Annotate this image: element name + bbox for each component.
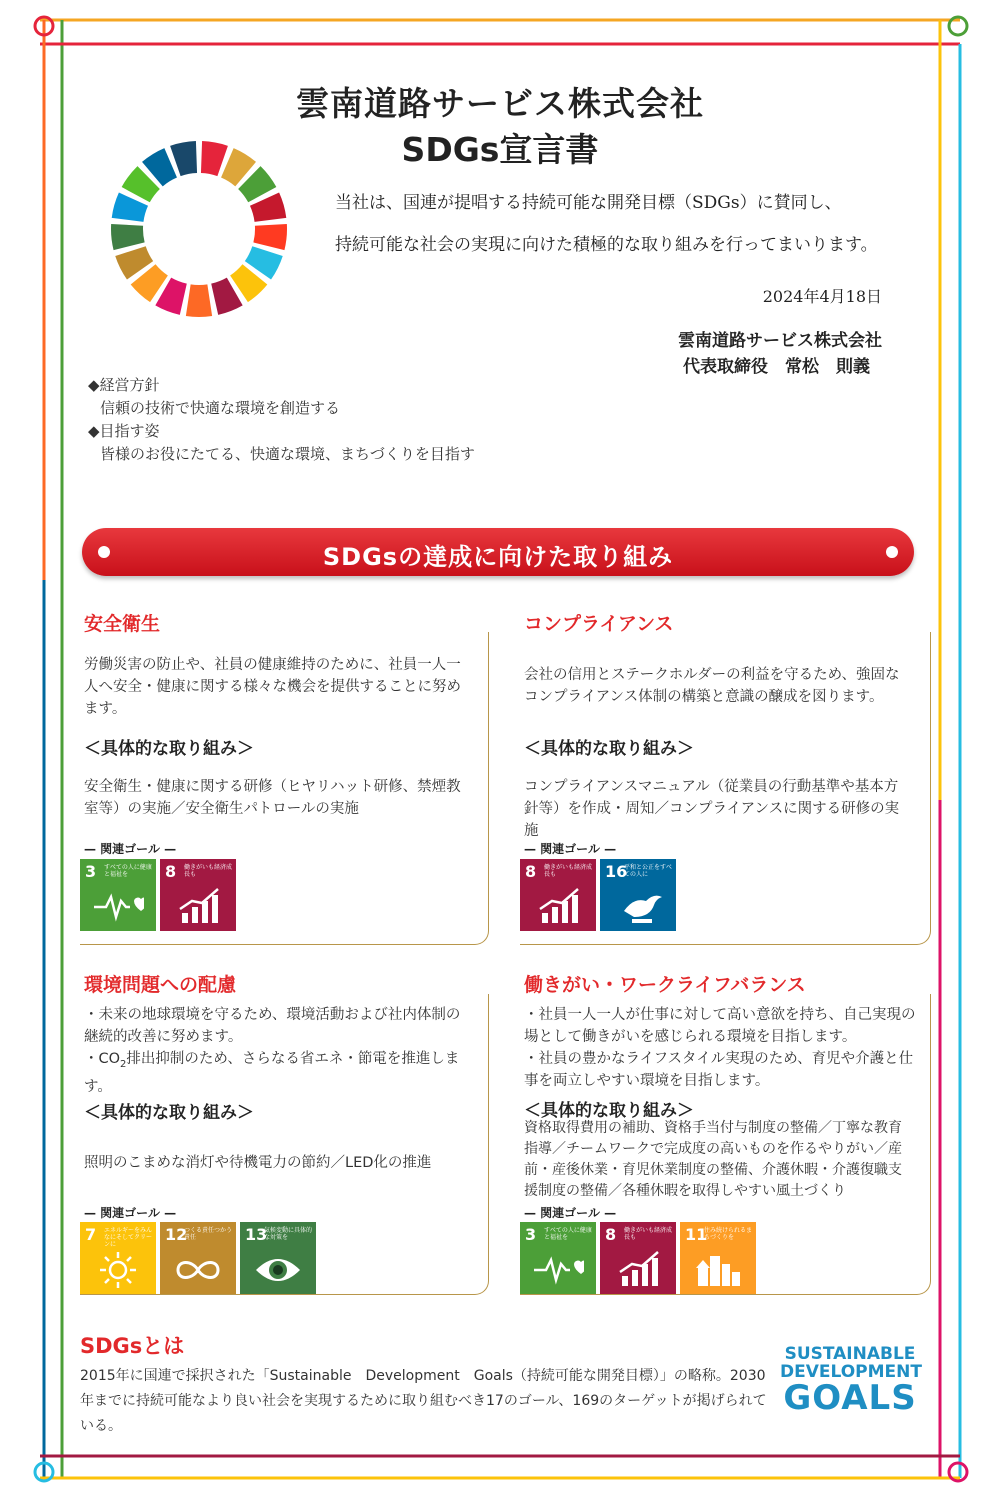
- goal-8-tile: [600, 1222, 676, 1294]
- goal-number: 7: [85, 1225, 97, 1244]
- goal-8-tile: [160, 859, 236, 931]
- declaration-line-1: 当社は、国連が提唱する持続可能な開発目標（SDGs）に賛同し、: [335, 193, 842, 213]
- goal-number: 13: [245, 1225, 268, 1244]
- goal-7-tile: [80, 1222, 156, 1294]
- section-safety-goals-label: — 関連ゴール —: [84, 842, 177, 856]
- about-sdgs-text: 2015年に国連で採択された「Sustainable Development Goals（持続可能な開発目標）」の略称。2030年までに持続可能なより良い社会を実現するために取り組むべき17のゴール、169のターゲットが掲げられている。: [80, 1368, 767, 1434]
- goal-number: 12: [165, 1225, 188, 1244]
- heartbeat-icon: [534, 1250, 584, 1290]
- goal-label: 平和と公正をすべての人に: [624, 864, 672, 878]
- goal-label: すべての人に健康と福祉を: [104, 864, 152, 878]
- goal-label: つくる責任つかう責任: [184, 1227, 233, 1241]
- co2-suffix: 排出抑制のため、さらなる省エネ・節電を推進します。: [84, 1051, 460, 1095]
- section-worklife-actions: 資格取得費用の補助、資格手当付与制度の整備／丁寧な教育指導／チームワークで完成度の高いものを作るやりがい／産前・産後休業・育児休業制度の整備、介護休暇・介護復職支援制度の整備／各種休暇を取得しやすい風土づくり: [524, 1120, 902, 1199]
- goal-label: すべての人に健康と福祉を: [544, 1227, 592, 1241]
- document-title: SDGs宣言書: [401, 130, 599, 169]
- goal-number: 11: [685, 1225, 708, 1244]
- goal-number: 8: [165, 862, 177, 881]
- section-compliance-goals: [520, 859, 680, 931]
- goal-label: 住み続けられるまちづくりを: [704, 1227, 753, 1241]
- goal-label: 働きがいも経済成長も: [184, 864, 233, 878]
- banner-dot-right: [886, 546, 898, 558]
- company-title: 雲南道路サービス株式会社: [296, 84, 704, 123]
- initiatives-banner: [82, 528, 914, 576]
- section-environment-body-1: ・未来の地球環境を守るため、環境活動および社内体制の継続的改善に努めます。: [84, 1007, 461, 1045]
- section-environment-title: 環境問題への配慮: [84, 974, 237, 996]
- section-environment-actions: 照明のこまめな消灯や待機電力の節約／LED化の推進: [84, 1155, 432, 1171]
- wheel-segment: [111, 224, 145, 250]
- eye-globe-icon: [254, 1250, 304, 1290]
- section-compliance-actions: コンプライアンスマニュアル（従業員の行動基準や基本方針等）を作成・周知／コンプライアンスに関する研修の実施: [524, 779, 900, 839]
- goal-16-tile: [600, 859, 676, 931]
- sun-icon: [94, 1250, 144, 1290]
- goal-8-tile: [520, 859, 596, 931]
- about-sdgs-title: SDGsとは: [80, 1334, 185, 1358]
- section-compliance-title: コンプライアンス: [524, 613, 674, 635]
- logo-sustainable: SUSTAINABLE: [784, 1344, 916, 1364]
- section-compliance-goals-label: — 関連ゴール —: [524, 842, 617, 856]
- section-environment-goals-label: — 関連ゴール —: [84, 1206, 177, 1220]
- heartbeat-icon: [94, 887, 144, 927]
- section-worklife-actions-heading: ＜具体的な取り組み＞: [524, 1101, 694, 1121]
- growth-chart-icon: [614, 1250, 664, 1290]
- infinity-icon: [174, 1250, 224, 1290]
- section-safety-title: 安全衛生: [84, 613, 161, 635]
- goal-number: 3: [525, 1225, 537, 1244]
- policy-management-heading: ◆経営方針: [88, 376, 160, 394]
- wheel-segment: [253, 224, 287, 250]
- section-environment-actions-heading: ＜具体的な取り組み＞: [84, 1103, 254, 1123]
- buildings-icon: [694, 1250, 744, 1290]
- goal-label: 気候変動に具体的な対策を: [264, 1227, 313, 1241]
- policy-aim-heading: ◆目指す姿: [88, 422, 160, 440]
- section-worklife-goals-label: — 関連ゴール —: [524, 1206, 617, 1220]
- co2-prefix: ・CO: [84, 1051, 121, 1067]
- signatory-representative: 代表取締役 常松 則義: [683, 357, 870, 377]
- wheel-segment: [186, 284, 212, 317]
- declaration-line-2: 持続可能な社会の実現に向けた積極的な取り組みを行ってまいります。: [335, 235, 878, 255]
- signatory-company: 雲南道路サービス株式会社: [678, 331, 882, 351]
- section-safety-goals: [80, 859, 240, 931]
- co2-subscript: 2: [120, 1058, 127, 1070]
- logo-development: DEVELOPMENT: [780, 1362, 922, 1382]
- goal-3-tile: [80, 859, 156, 931]
- goal-13-tile: [240, 1222, 316, 1294]
- policy-aim-text: 皆様のお役にたてる、快適な環境、まちづくりを目指す: [100, 445, 475, 463]
- goal-label: 働きがいも経済成長も: [624, 1227, 673, 1241]
- banner-title: SDGsの達成に向けた取り組み: [322, 543, 674, 571]
- goal-11-tile: [680, 1222, 756, 1294]
- section-environment-body-2: [84, 1048, 470, 1098]
- section-environment-goals: [80, 1222, 320, 1294]
- section-compliance-body: 会社の信用とステークホルダーの利益を守るため、強固なコンプライアンス体制の構築と意識の醸成を図ります。: [524, 667, 900, 705]
- section-worklife-goals: [520, 1222, 760, 1294]
- section-safety-actions: 安全衛生・健康に関する研修（ヒヤリハット研修、禁煙教室等）の実施／安全衛生パトロールの実施: [84, 779, 461, 817]
- goal-number: 8: [525, 862, 537, 881]
- section-worklife-title: 働きがい・ワークライフバランス: [524, 974, 806, 996]
- goal-12-tile: [160, 1222, 236, 1294]
- growth-chart-icon: [534, 887, 584, 927]
- goal-label: 働きがいも経済成長も: [544, 864, 593, 878]
- goal-label: エネルギーをみんなにそしてクリーンに: [104, 1227, 153, 1248]
- section-safety-actions-heading: ＜具体的な取り組み＞: [84, 739, 254, 759]
- section-worklife-body-2: ・社員の豊かなライフスタイル実現のため、育児や介護と仕事を両立しやすい環境を目指します。: [524, 1051, 914, 1089]
- declaration-date: 2024年4月18日: [762, 287, 882, 306]
- goal-number: 3: [85, 862, 97, 881]
- section-worklife-body-1: ・社員一人一人が仕事に対して高い意欲を持ち、自己実現の場として働きがいを感じられる環境を目指します。: [524, 1007, 916, 1045]
- goal-3-tile: [520, 1222, 596, 1294]
- policy-management-text: 信頼の技術で快適な環境を創造する: [100, 399, 341, 417]
- dove-icon: [614, 887, 664, 927]
- goal-number: 16: [605, 862, 628, 881]
- section-safety-body: 労働災害の防止や、社員の健康維持のために、社員一人一人へ安全・健康に関する様々な機会を提供することに努めます。: [84, 657, 461, 717]
- goal-number: 8: [605, 1225, 617, 1244]
- growth-chart-icon: [174, 887, 224, 927]
- logo-goals: GOALS: [783, 1378, 917, 1418]
- section-compliance-actions-heading: ＜具体的な取り組み＞: [524, 739, 694, 759]
